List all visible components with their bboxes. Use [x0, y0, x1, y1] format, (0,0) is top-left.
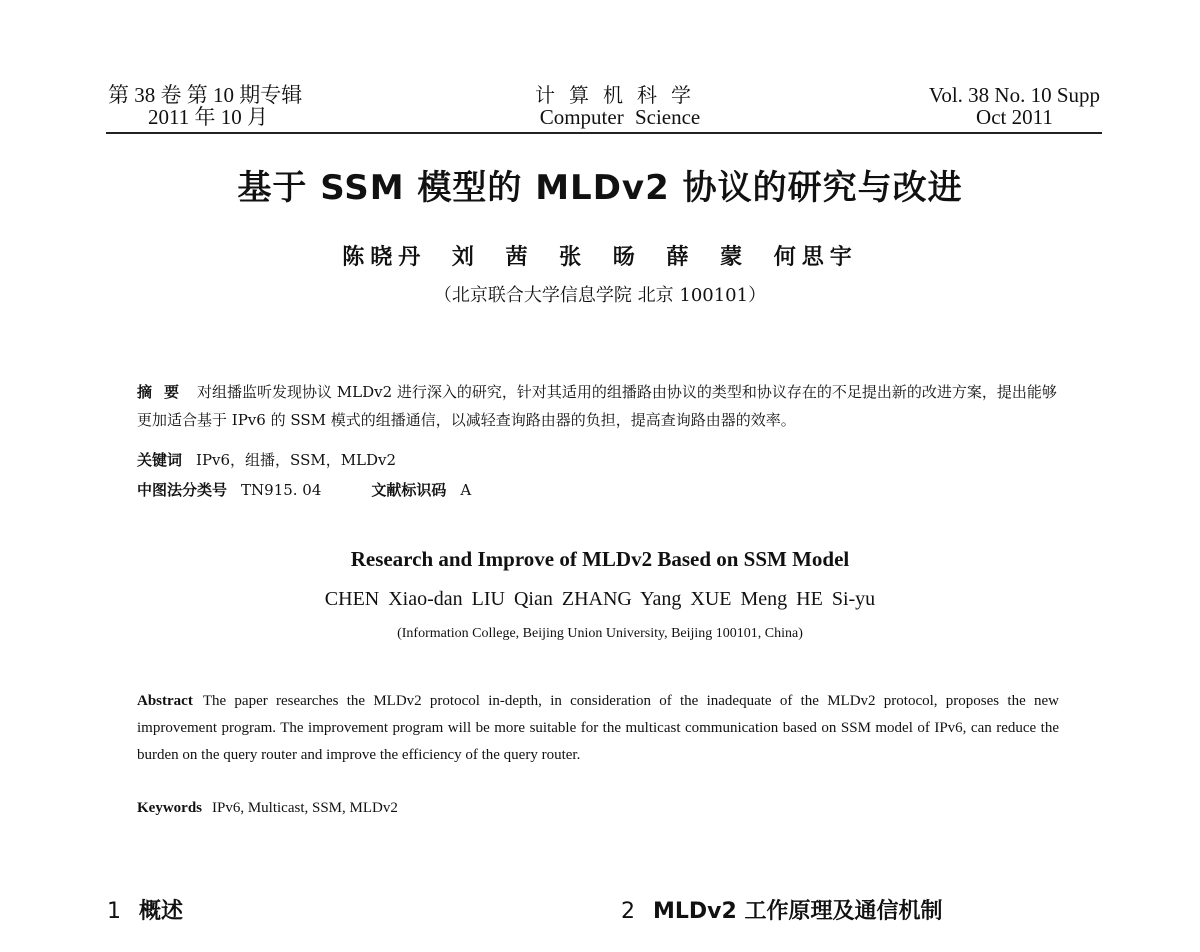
- publication-date-en: Oct 2011: [976, 105, 1053, 129]
- classification-label: 中图法分类号: [137, 481, 228, 499]
- affiliation-cn: （北京联合大学信息学院 北京 100101）: [433, 285, 767, 306]
- volume-issue: 第 38 卷 第 10 期专辑: [108, 83, 303, 107]
- abstract-en: [137, 688, 1059, 769]
- section-title: MLDv2 工作原理及通信机制: [653, 899, 943, 924]
- keywords-en-label: Keywords: [137, 800, 202, 816]
- authors-en: CHEN Xiao-dan LIU Qian ZHANG Yang XUE Meng HE Si-yu: [324, 588, 876, 610]
- journal-name-cn: 计算机科学: [535, 83, 705, 107]
- authors-cn: 陈晓丹 刘 茜 张 旸 薛 蒙 何思宇: [342, 245, 858, 270]
- abstract-en-label: Abstract: [137, 693, 193, 709]
- keywords-cn-label: 关键词: [137, 451, 183, 469]
- journal-name-en: Computer Science: [539, 105, 701, 129]
- affiliation-en: (Information College, Beijing Union University, Beijing 100101, China): [397, 626, 803, 641]
- abstract-cn-label: 摘要: [137, 383, 192, 401]
- keywords-cn-text: IPv6，组播，SSM，MLDv2: [196, 451, 397, 469]
- document-code-value: A: [460, 481, 472, 499]
- abstract-cn: [137, 378, 1057, 434]
- abstract-cn-text: 对组播监听发现协议 MLDv2 进行深入的研究，针对其适用的组播路由协议的类型和协议存在的不足提出新的改进方案，提出能够更加适合基于 IPv6 的 SSM 模式的组播通信，以减轻查询路由器的负担，提高查询路由器的效率。: [137, 383, 1057, 429]
- section-number: 1: [107, 899, 121, 924]
- keywords-en: [137, 800, 398, 817]
- classification-value: TN915. 04: [241, 481, 322, 499]
- section-heading-2: [621, 894, 942, 925]
- paper-title-en: Research and Improve of MLDv2 Based on SSM Model: [350, 547, 850, 571]
- classification-line: [137, 476, 1057, 504]
- section-title: 概述: [139, 899, 184, 924]
- publication-date-cn: 2011 年 10 月: [148, 105, 268, 129]
- abstract-en-text: The paper researches the MLDv2 protocol in-depth, in consideration of the inadequate of the MLDv2 protocol, proposes the new improvement program. The improvement program will be more suitable for the multicast communication based on SSM model of IPv6, can reduce the burden on the query router and improve the efficiency of the query router.: [137, 693, 1059, 763]
- journal-volume-info-en: [929, 84, 1100, 128]
- section-number: 2: [621, 899, 635, 924]
- header-rule: [106, 132, 1102, 134]
- volume-issue-en: Vol. 38 No. 10 Supp: [928, 83, 1100, 107]
- section-heading-1: [107, 894, 183, 925]
- document-code-label: 文献标识码: [371, 481, 447, 499]
- paper-title-cn: 基于 SSM 模型的 MLDv2 协议的研究与改进: [237, 168, 963, 208]
- keywords-cn: [137, 446, 1057, 474]
- keywords-en-text: IPv6, Multicast, SSM, MLDv2: [212, 800, 398, 816]
